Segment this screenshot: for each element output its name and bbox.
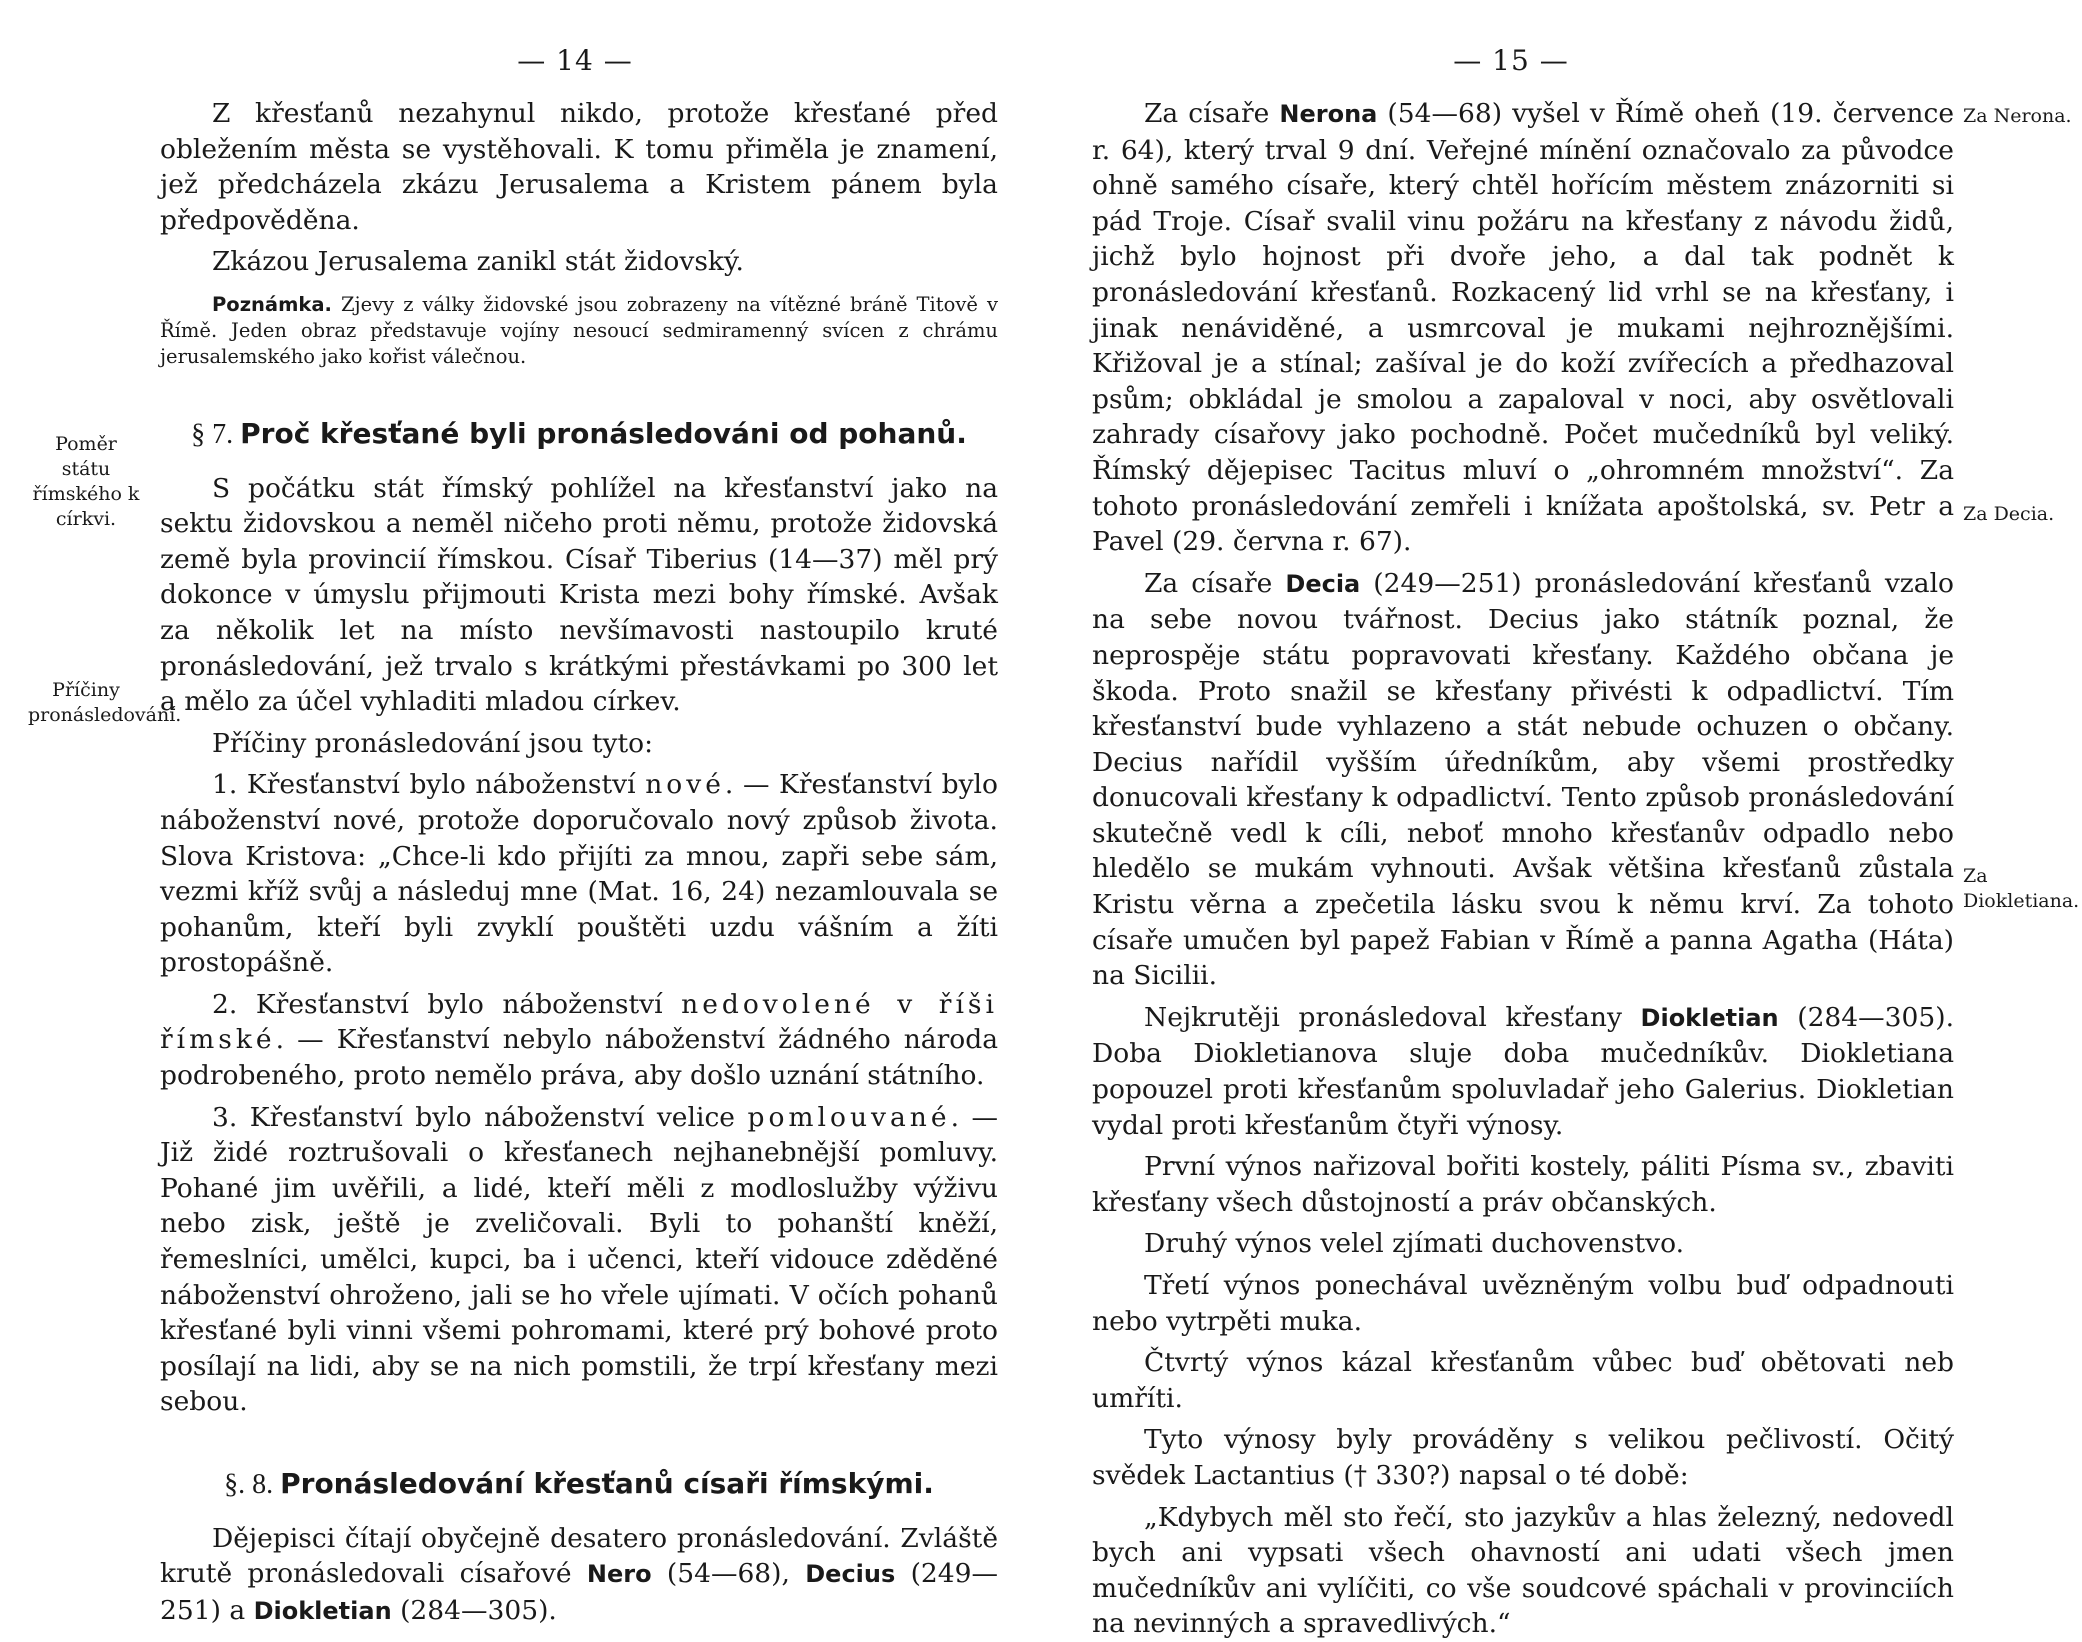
text: (284—305). <box>391 1594 557 1626</box>
list-item <box>160 767 998 981</box>
left-page-body <box>160 96 998 1629</box>
text: Za císaře <box>1144 567 1286 599</box>
section-title: Proč křesťané byli pronásledováni od pohanů. <box>240 416 967 450</box>
right-page-body <box>1092 96 1954 1642</box>
margin-note-nero: Za Nerona. <box>1963 105 2072 127</box>
spaced-emphasis: nové <box>645 769 725 801</box>
item-text: . — Již židé roztrušovali o křesťanech nejhanebnější pomluvy. Pohané jim uvěřili, a lidé, kteří měli z modloslužby výživu nebo zisk, ještě je zveličovali. Byli to pohanští kněží, řemeslníci, umělci, kupci, ba i učenci, kteří vidouce zděděné náboženství ohroženo, jali se ho vřele ujímati. V očích pohanů křesťané byli vinni všemi pohromami, které prý bohové proto posílají na lidi, aby se na nich pomstili, že trpí křesťany mezi sebou. <box>160 1101 998 1418</box>
emperor-name: Nero <box>586 1560 652 1589</box>
margin-note-diokletian: Za Diokletiana. <box>1963 865 2080 912</box>
paragraph <box>1092 96 1954 560</box>
text: (284—305). Doba Diokletianova sluje doba mučedníkův. Diokletiana popouzel proti křesťanům spoluvladař jeho Galerius. Diokletian vydal proti křesťanům čtyři výnosy. <box>1092 1001 1954 1141</box>
emperor-name: Decius <box>805 1560 896 1589</box>
paragraph <box>160 1521 998 1630</box>
quotation: „Kdybych měl sto řečí, sto jazykův a hlas železný, nedovedl bych ani vypsati všech ohavností ani udati všech jmen mučedníkův ani vylíčiti, co vše soudcové spáchali v provinciích na nevinných a spravedlivých.“ <box>1092 1501 1954 1640</box>
paragraph: Tyto výnosy byly prováděny s velikou pečlivostí. Očitý svědek Lactantius († 330?) napsal o té době: <box>1092 1424 1954 1491</box>
list-item <box>160 987 998 1094</box>
item-text: . — Křesťanství nebylo náboženství žádného národa podrobeného, proto nemělo práva, aby došlo uznání státního. <box>160 1024 998 1092</box>
spaced-emphasis: nedovolené v říši římské <box>160 988 998 1056</box>
paragraph <box>1092 1000 1954 1143</box>
spaced-emphasis: pomlouvané <box>747 1101 951 1133</box>
text: (54—68) vyšel v Římě oheň (19. července r. 64), který trval 9 dní. Veřejné mínění označovalo za původce ohně samého císaře, který chtěl hořícím městem znázorniti si pád Troje. Císař svalil vinu požáru na křesťany z návodu židů, jichž bylo hojnost při dvoře jeho, a dal tak podnět k pronásledování křesťanů. Rozkacený lid vrhl se na křesťany, i jinak nenáviděné, a usmrcoval je mukami nejhroznějšími. Křižoval je a stínal; zašíval je do koží zvířecích a předhazoval psům; obkládal je smolou a zapaloval v noci, aby osvětlovali zahrady císařovy jako pochodně. Počet mučedníků byl veliký. Římský dějepisec Tacitus mluví o „ohromném množství“. Za tohoto pronásledování zemřeli i knížata apoštolská, sv. Petr a Pavel (29. června r. 67). <box>1092 98 1955 558</box>
list-item <box>160 1100 998 1420</box>
margin-note-pomer: Poměr státu římského k církvi. <box>32 433 140 530</box>
right-page <box>1041 0 2082 1640</box>
emperor-name: Nerona <box>1279 100 1378 128</box>
paragraph: První výnos nařizoval bořiti kostely, páliti Písma sv., zbaviti křesťany všech důstojností a práv občanských. <box>1092 1151 1954 1218</box>
page-number: — 15 — <box>1453 44 1569 77</box>
paragraph: Příčiny pronásledování jsou tyto: <box>212 727 654 759</box>
emperor-name: Diokletian <box>253 1596 392 1625</box>
page-number: — 14 — <box>517 44 633 77</box>
section-number: §. 8. <box>224 1469 281 1500</box>
text: (249—251) pronásledování křesťanů vzalo na sebe novou tvářnost. Decius jako státník poznal, že neprospěje státu popravovati křesťany. Každého občana je škoda. Proto snažil se křesťany přivésti k odpadlictví. Tím křesťanství bude vyhlazeno a stát nebude ochuzen o občany. Decius nařídil vyšším úředníkům, aby všemi prostředky donucovali křesťany k odpadlictví. Tento způsob pronásledování skutečně vedl k cíli, neboť mnoho křesťanův odpadlo nebo hledělo se mukám vyhnouti. Avšak většina křesťanů zůstala Kristu věrna a zpečetila lásku svou k němu krví. Za tohoto císaře umučen byl papež Fabian v Římě a panna Agatha (Háta) na Sicilii. <box>1092 567 1954 992</box>
item-prefix: 2. Křesťanství bylo náboženství <box>212 988 682 1020</box>
note-label: Poznámka. <box>212 292 332 316</box>
text: Nejkrutěji pronásledoval křesťany <box>1144 1001 1641 1033</box>
text: Za císaře <box>1144 98 1280 129</box>
text: (249—251) a <box>160 1558 999 1626</box>
text: Dějepisci čítají obyčejně desatero pronásledování. Zvláště krutě pronásledovali císařové <box>160 1522 998 1590</box>
section-8-heading <box>160 1466 998 1503</box>
paragraph: Třetí výnos ponechával uvězněným volbu buď odpadnouti nebo vytrpěti muka. <box>1092 1270 1954 1337</box>
left-page <box>0 0 1041 1626</box>
item-prefix: 1. Křesťanství bylo náboženství <box>212 769 646 801</box>
text: (54—68), <box>651 1558 806 1590</box>
emperor-name: Decia <box>1285 569 1361 598</box>
section-title: Pronásledování křesťanů císaři římskými. <box>280 1467 934 1500</box>
item-prefix: 3. Křesťanství bylo náboženství velice <box>212 1101 748 1133</box>
footnote <box>160 292 998 370</box>
section-number: § 7. <box>191 418 241 450</box>
item-text: . — Křesťanství bylo náboženství nové, protože doporučovalo nový způsob života. Slova Kristova: „Chce-li kdo přijíti za mnou, zapři sebe sám, vezmi kříž svůj a následuj mne (Mat. 16, 24) nezamlouvala se pohanům, kteří byli zvyklí pouštěti uzdu vášním a žíti prostopášně. <box>160 769 998 979</box>
paragraph <box>1092 566 1954 994</box>
emperor-name: Diokletian <box>1640 1003 1779 1032</box>
note-text: Zjevy z války židovské jsou zobrazeny na vítězné bráně Titově v Římě. Jeden obraz představuje vojíny nesoucí sedmiramenný svícen z chrámu jerusalemského jako kořist válečnou. <box>160 292 998 368</box>
paragraph: Druhý výnos velel zjímati duchovenstvo. <box>1144 1228 1685 1260</box>
paragraph: Čtvrtý výnos kázal křesťanům vůbec buď obětovati neb umříti. <box>1092 1347 1954 1414</box>
margin-note-priciny: Příčiny pronásledování. <box>28 679 182 726</box>
paragraph: S počátku stát římský pohlížel na křesťanství jako na sektu židovskou a neměl ničeho proti němu, protože židovská země byla provincií římskou. Císař Tiberius (14—37) měl prý dokonce v úmyslu přijmouti Krista mezi bohy římské. Avšak za několik let na místo nevšímavosti nastoupilo kruté pronásledování, jež trvalo s krátkými přestávkami po 300 let a mělo za účel vyhladiti mladou církev. <box>160 472 998 718</box>
paragraph: Zkázou Jerusalema zanikl stát židovský. <box>212 246 744 278</box>
section-7-heading <box>160 416 998 453</box>
margin-note-decius: Za Decia. <box>1963 503 2055 525</box>
paragraph: Z křesťanů nezahynul nikdo, protože křesťané před obležením města se vystěhovali. K tomu přiměla je znamení, jež předcházela zkázu Jerusalema a Kristem pánem byla předpověděna. <box>160 98 998 236</box>
